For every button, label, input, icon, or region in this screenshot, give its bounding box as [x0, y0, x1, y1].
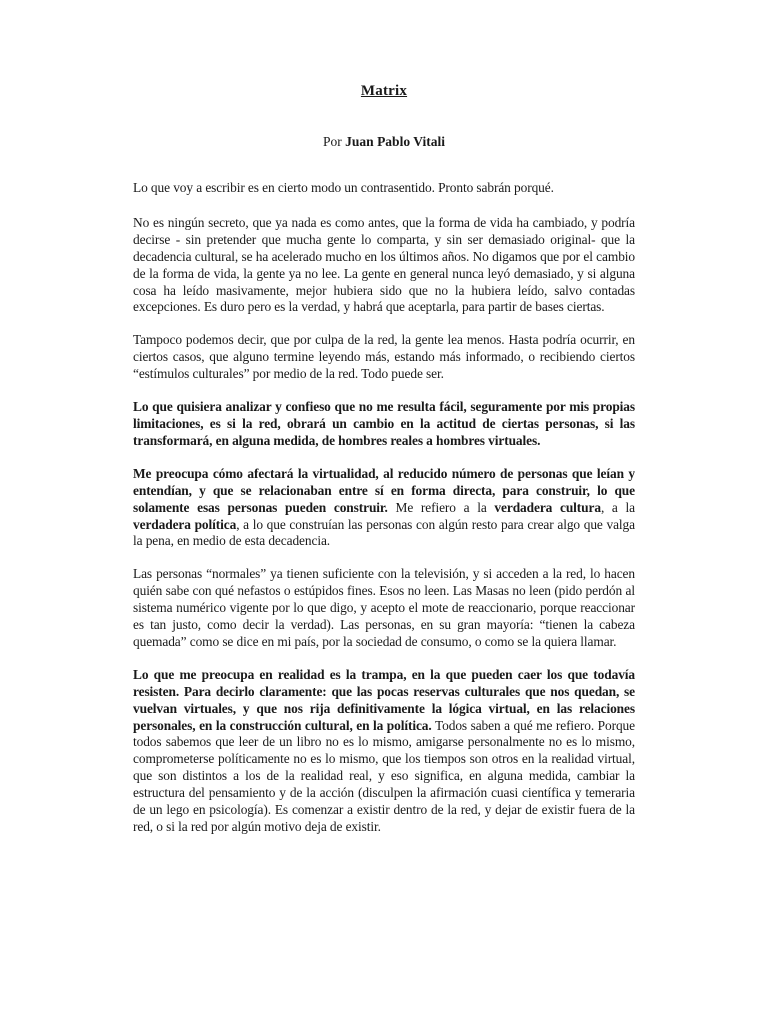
- paragraph-5-text-a: Me refiero a la: [387, 499, 495, 515]
- paragraph-7-bold: Lo que me preocupa en realidad es la trampa, en la que pueden caer los que todavía resisten. Para decirlo claramente: que las pocas reservas culturales que nos quedan, se vuelvan virtuales, y que nos rija definitivamente la lógica virtual, en las relaciones personales, en la construcción cultural, en la política.: [133, 666, 635, 733]
- paragraph-5: [133, 466, 635, 551]
- paragraph-7: [133, 667, 635, 836]
- paragraph-5-bold-c: verdadera política: [133, 516, 237, 532]
- author-name: Juan Pablo Vitali: [345, 134, 445, 149]
- document-title: Matrix: [360, 83, 408, 99]
- byline: [0, 134, 768, 150]
- byline-prefix: Por: [323, 134, 346, 149]
- paragraph-4-bold: Lo que quisiera analizar y confieso que no me resulta fácil, seguramente por mis propias limitaciones, es si la red, obrará un cambio en la actitud de ciertas personas, si las transformará, en alguna medida, de hombres reales a hombres virtuales.: [133, 399, 635, 448]
- paragraph-5-text-c: , a lo que construían las personas con algún resto para crear algo que valga la pena, en medio de esta decadencia.: [133, 516, 635, 549]
- document-body: [133, 180, 635, 852]
- paragraph-2: No es ningún secreto, que ya nada es como antes, que la forma de vida ha cambiado, y podría decirse - sin pretender que mucha gente lo comparta, y sin ser demasiado original- que la decadencia cultural, se ha acelerado mucho en los últimos años. No digamos que por el cambio de la forma de vida, la gente ya no lee. La gente en general nunca leyó demasiado, y si alguna cosa ha leído masivamente, mejor hubiera sido que no la hubiera leído, salvo contadas excepciones. Es duro pero es la verdad, y habrá que aceptarla, para partir de bases ciertas.: [133, 214, 635, 315]
- paragraph-5-text-b: , a la: [600, 499, 635, 515]
- paragraph-1: Lo que voy a escribir es en cierto modo un contrasentido. Pronto sabrán porqué.: [133, 180, 554, 195]
- paragraph-5-bold: Me preocupa cómo afectará la virtualidad, al reducido número de personas que leían y entendían, y que se relacionaban entre sí en forma directa, para construir, lo que solamente esas personas pueden construir.: [133, 465, 635, 515]
- paragraph-3: Tampoco podemos decir, que por culpa de la red, la gente lea menos. Hasta podría ocurrir, en ciertos casos, que alguno termine leyendo más, estando más informado, o recibiendo ciertos “estímulos culturales” por medio de la red. Todo puede ser.: [133, 332, 635, 382]
- paragraph-4: [133, 399, 635, 450]
- paragraph-6: Las personas “normales” ya tienen suficiente con la televisión, y si acceden a la red, lo hacen quién sabe con qué nefastos o estúpidos fines. Esos no leen. Las Masas no leen (pido perdón al sistema numérico vigente por lo que digo, y acepto el mote de reaccionario, porque reaccionar es tan justo, como decir la verdad). Las personas, en su gran mayoría: “tienen la cabeza quemada” como se dice en mi país, por la sociedad de consumo, o como se la quiera llamar.: [133, 566, 635, 649]
- paragraph-7-text: Todos saben a qué me refiero. Porque todos sabemos que leer de un libro no es lo mismo, amigarse personalmente no es lo mismo, comprometerse políticamente no es lo mismo, que los tiempos son otros en la realidad virtual, que son distintos a los de la realidad real, y eso significa, en alguna medida, cambiar la estructura del pensamiento y de la acción (disculpen la afirmación cuasi científica y temeraria de un lego en psicología). Es comenzar a existir dentro de la red, y dejar de existir fuera de la red, o si la red por algún motivo deja de existir.: [133, 717, 635, 834]
- paragraph-5-bold-b: verdadera cultura: [494, 499, 601, 515]
